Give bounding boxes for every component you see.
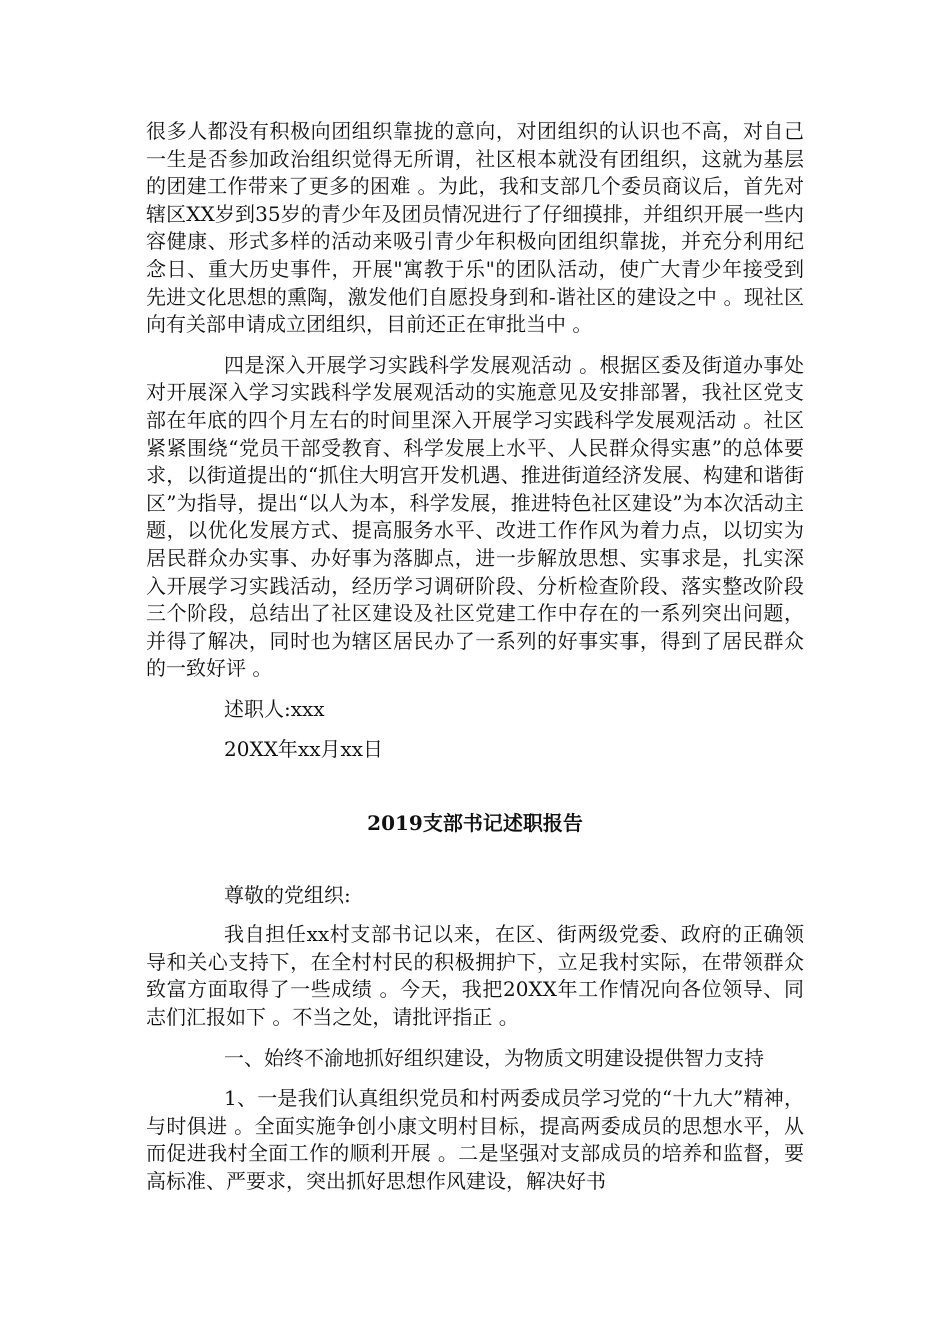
signature-name: 述职人:xxx bbox=[224, 696, 325, 721]
intro-paragraph: 我自担任xx村支部书记以来，在区、街两级党委、政府的正确领导和关心支持下，在全村村民的积极拥护下，立足我村实际，在带领群众致富方面取得了一些成绩 。今天，我把20XX年工作情况向各位领导、同志们汇报如下 。不当之处，请批评指正 。 bbox=[146, 922, 804, 1030]
point-one-paragraph: 1、一是我们认真组织党员和村两委成员学习党的“十九大”精神，与时俱进 。全面实施争创小康文明村目标，提高两委成员的思想水平，从而促进我村全面工作的顺利开展 。二是坚强对支部成员的培养和监督，要高标准、严要求，突出抓好思想作风建设，解决好书 bbox=[146, 1086, 804, 1193]
paragraph-four: 四是深入开展学习实践科学发展观活动 。根据区委及街道办事处对开展深入学习实践科学发展观活动的实施意见及安排部署，我社区党支部在年底的四个月左右的时间里深入开展学习实践科学发展观活动 。社区紧紧围绕“党员干部受教育、科学发展上水平、人民群众得实惠”的总体要求，以街道提出的“抓住大明宫开发机遇、推进街道经济发展、构建和谐街区”为指导，提出“以人为本，科学发展，推进特色社区建设”为本次活动主题，以优化发展方式、提高服务水平、改进工作作风为着力点，以切实为居民群众办实事、办好事为落脚点，进一步解放思想、实事求是，扎实深入开展学习实践活动，经历学习调研阶段、分析检查阶段、落实整改阶段三个阶段，总结出了社区建设及社区党建工作中存在的一系列突出问题，并得了解决，同时也为辖区居民办了一系列的好事实事，得到了居民群众的一致好评 。 bbox=[146, 352, 804, 681]
continuation-paragraph: 很多人都没有积极向团组织靠拢的意向，对团组织的认识也不高，对自己一生是否参加政治组织觉得无所谓，社区根本就没有团组织，这就为基层的团建工作带来了更多的困难 。为此，我和支部几个委员商议后，首先对辖区XX岁到35岁的青少年及团员情况进行了仔细摸排，并组织开展一些内容健康、形式多样的活动来吸引青少年积极向团组织靠拢，并充分利用纪念日、重大历史事件，开展"寓教于乐"的团队活动，使广大青少年接受到先进文化思想的熏陶，激发他们自愿投身到和-谐社区的建设之中 。现社区向有关部申请成立团组织，目前还正在审批当中 。 bbox=[146, 119, 804, 337]
section-heading: 一、始终不渝地抓好组织建设，为物质文明建设提供智力支持 bbox=[224, 1045, 764, 1070]
signature-date: 20XX年xx月xx日 bbox=[224, 737, 384, 762]
document-page bbox=[146, 118, 804, 1196]
greeting: 尊敬的党组织: bbox=[224, 882, 351, 907]
report-title: 2019支部书记述职报告 bbox=[367, 811, 583, 836]
